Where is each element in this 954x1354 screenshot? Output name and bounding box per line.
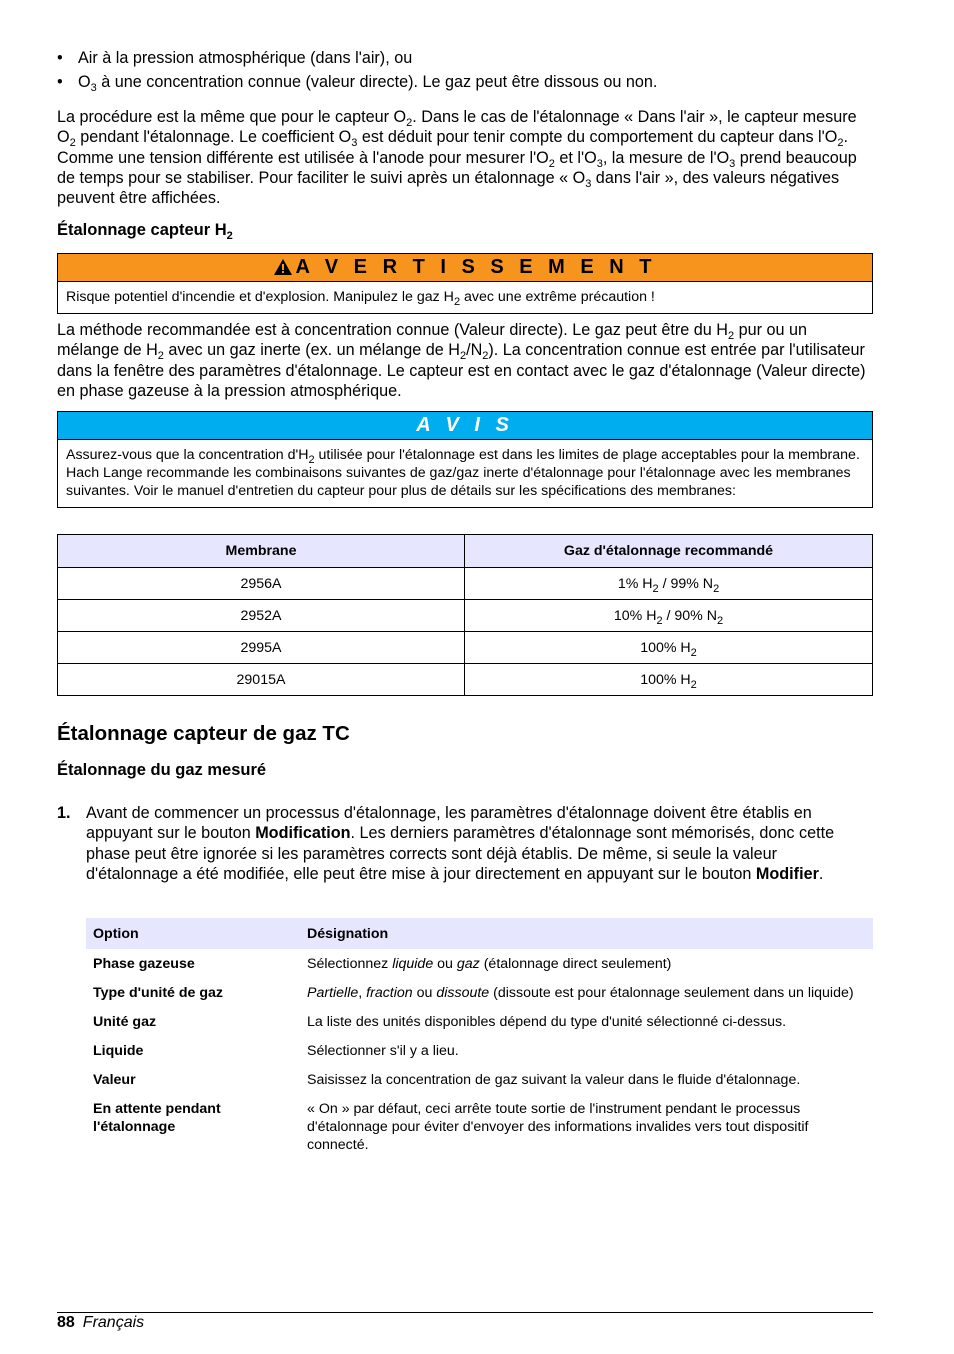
footer [57,1313,144,1333]
bullet-list [57,46,873,94]
options-table [86,918,873,1159]
table-row: Valeur Saisissez la concentration de gaz suivant la valeur dans le fluide d'étalonnage. [93,1072,801,1088]
table-row: Liquide Sélectionner s'il y a lieu. [93,1043,459,1059]
measured-gas-title: Étalonnage du gaz mesuré [57,761,267,779]
tc-section-title: Étalonnage capteur de gaz TC [57,722,350,745]
column-header: Membrane [58,535,465,568]
membrane-table [57,534,873,696]
h2-method-paragraph: La méthode recommandée est à concentration connue (Valeur directe). Le gaz peut être du $H_2$ pur ou un mélange de $H_2$ avec un gaz inerte (ex. un mélange de $H_2/N_2$). La concentration connue est entrée par l'utilisateur dans la fenêtre des paramètres d'étalonnage. Le capteur est en contact avec le gaz d'étalonnage (Valeur directe) en phase gazeuse à la pression atmosphérique. [57,321,866,400]
column-header: Désignation [300,918,873,949]
table-row: 2952A 10% $H_2 / 90\%$ $N_2$ [58,600,873,632]
table-row: Phase gazeuse Sélectionnez liquide ou gaz (étalonnage direct seulement) [93,956,672,972]
warning-header: A V E R T I S S E M E N T [58,254,872,282]
notice-text: Assurez-vous que la concentration $d'H_2$ utilisée pour l'étalonnage est dans les limites de plage acceptables pour la membrane. Hach Lange recommande les combinaisons suivantes de gaz/gaz inerte d'étalonnage pour l'étalonnage avec les membranes suivantes. Voir le manuel d'entretien du capteur pour plus de détails sur les spécifications des membranes: [66,447,860,499]
table-row: 29015A 100% $H_2$ [58,664,873,696]
step-1: 1. Avant de commencer un processus d'étalonnage, les paramètres d'étalonnage doivent être établis en appuyant sur le bouton Modification. Les derniers paramètres d'étalonnage sont mémorisés, donc cette phase peut être ignorée si les paramètres corrects sont déjà établis. De même, si seule la valeur d'étalonnage a été modifiée, elle peut être mise à jour directement en appuyant sur le bouton Modifier. [57,804,835,883]
page-number: 88 [57,1314,75,1331]
column-header: Gaz d'étalonnage recommandé [465,535,873,568]
bullet-symbol: • [57,73,63,91]
table-header-row [86,918,873,949]
footer-rule [57,1312,873,1313]
warning-text: Risque potentiel d'incendie et d'explosion. Manipulez le gaz $H_2$ avec une extrême précaution ! [66,289,655,308]
list-item: • $O_3$ à une concentration connue (valeur directe). Le gaz peut être dissous ou non. [57,70,873,94]
table-row: Unité gaz La liste des unités disponibles dépend du type d'unité sélectionné ci-dessus. [93,1014,787,1030]
column-header: Option [86,918,300,949]
table-header-row [58,535,873,568]
table-row: Type d'unité de gaz Partielle, fraction ou dissoute (dissoute est pour étalonnage seulement dans un liquide) [93,985,854,1001]
table-row: En attente pendant l'étalonnage « On » par défaut, ceci arrête toute sortie de l'instrument pendant le processus d'étalonnage pour éviter d'envoyer des informations invalides vers tout dispositif connecté. [93,1101,809,1153]
footer-language: Français [82,1314,145,1331]
table-row: 2956A 1% $H_2 / 99\%$ $N_2$ [58,568,873,600]
intro-paragraph: La procédure est la même que pour le capteur $O_2$. Dans le cas de l'étalonnage « Dans l'air », le capteur mesure $O_2$ pendant l'étalonnage. Le coefficient $O_3$ est déduit pour tenir compte du comportement du capteur dans $l'O_2$. Comme une tension différente est utilisée à l'anode pour mesurer $l'O_2$ et $l'O_3$, la mesure de $l'O_3$ prend beaucoup de temps pour se stabiliser. Pour faciliter le suivi après un étalonnage « $O_3$ dans l'air », des valeurs négatives peuvent être affichées. [57,108,857,208]
bullet-symbol: • [57,49,63,67]
notice-header: A V I S [58,412,872,440]
warning-box [57,253,873,314]
section-heading-h2-sensor: Étalonnage capteur $H_2$ [57,221,233,242]
table-row: 2995A 100% $H_2$ [58,632,873,664]
warning-triangle-icon [274,259,292,275]
notice-box [57,411,873,508]
list-item: • Air à la pression atmosphérique (dans l'air), ou [57,46,873,70]
